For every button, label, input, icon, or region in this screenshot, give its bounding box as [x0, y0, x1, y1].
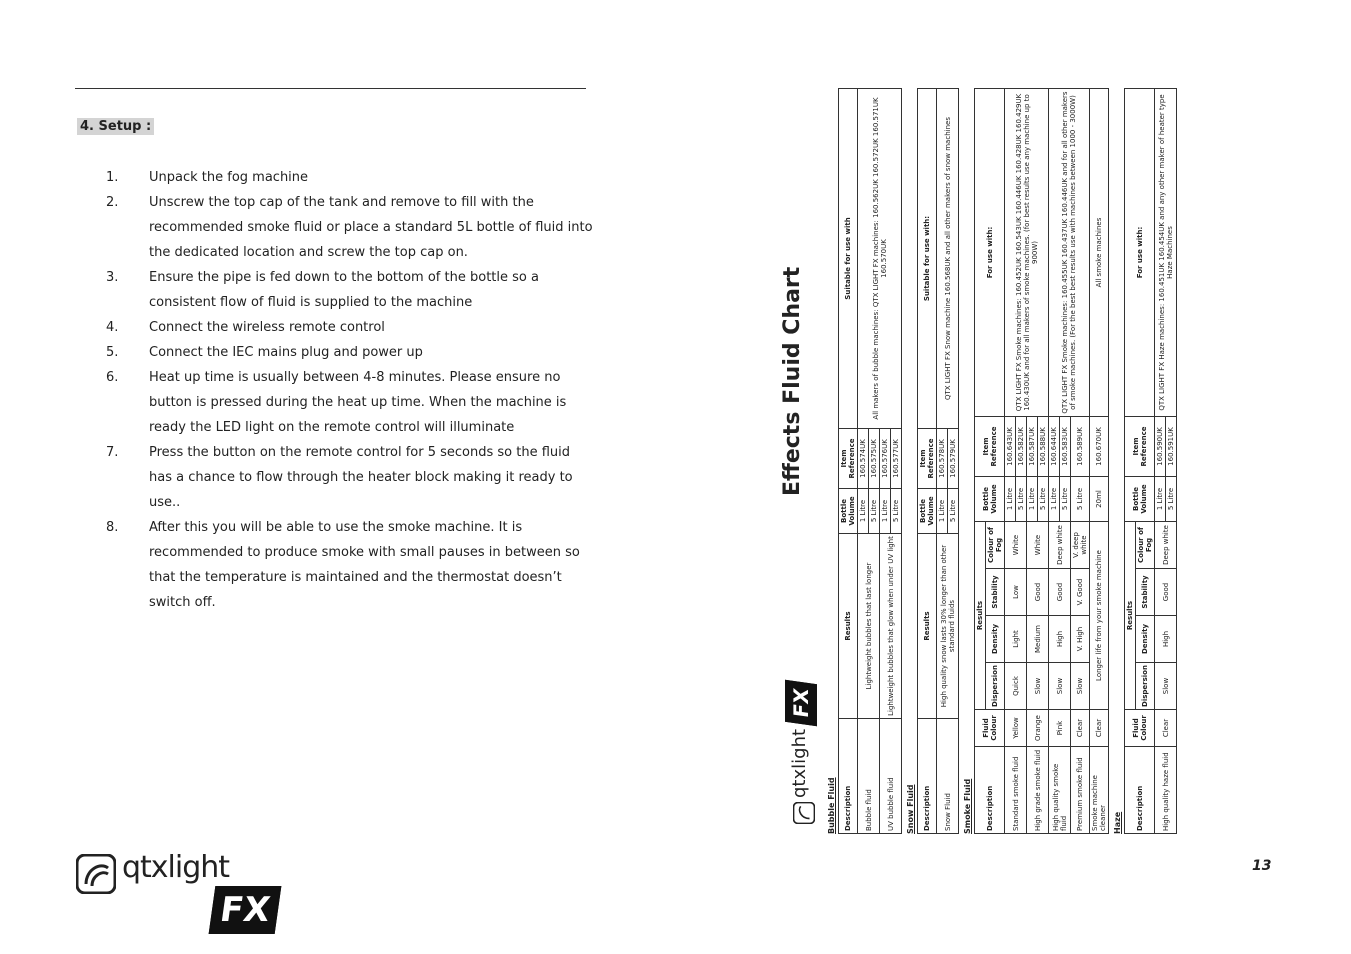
table-header-cell: Stability: [1136, 569, 1155, 616]
table-header-cell: Bottle Volume: [975, 477, 1005, 522]
table-cell: High: [1049, 616, 1071, 663]
step-number: 3.: [106, 270, 119, 285]
table-cell: 160.576UK: [880, 429, 891, 489]
table-header-cell: Density: [986, 616, 1005, 663]
table-cell: 160.644UK: [1049, 417, 1060, 477]
table-row: [1005, 89, 1016, 834]
table-cell: 5 Litre: [1166, 477, 1177, 522]
table-cell: 5 Litre: [1071, 477, 1090, 522]
table-cell: Slow: [1027, 663, 1049, 710]
table-cell: Clear: [1071, 710, 1090, 747]
table-header-cell: Suitable for use with:: [918, 89, 937, 429]
table-header-cell: Results: [839, 534, 858, 719]
table-header-cell: For use with:: [1125, 89, 1155, 417]
fluid-table: [1124, 88, 1177, 834]
table-header-cell: Item Reference: [1125, 417, 1155, 477]
table-cell: Slow: [1049, 663, 1071, 710]
table-row: [1049, 89, 1060, 834]
table-cell: 160.583UK: [1060, 417, 1071, 477]
chart-title: Effects Fluid Chart: [780, 266, 805, 496]
table-cell: Clear: [1090, 710, 1109, 747]
table-row: [918, 89, 937, 834]
table-header-cell: Item Reference: [975, 417, 1005, 477]
table-header-cell: Bottle Volume: [1125, 477, 1155, 522]
step-text: Unpack the fog machine: [149, 170, 309, 185]
table-cell: 1 Litre: [937, 489, 948, 534]
table-cell: Bubble fluid: [858, 719, 880, 834]
table-cell: 5 Litre: [1038, 477, 1049, 522]
table-header-cell: Description: [839, 719, 858, 834]
table-header-cell: Colour of Fog: [986, 522, 1005, 569]
setup-steps-list: [106, 165, 596, 615]
table-row: [1090, 89, 1109, 834]
table-row: [975, 89, 986, 834]
step-number: 8.: [106, 520, 119, 535]
table-cell: Slow: [1155, 663, 1177, 710]
table-cell: Lightweight bubbles that last longer: [858, 534, 880, 719]
section-label: Bubble Fluid: [827, 777, 836, 834]
table-header-cell: Fluid Colour: [1125, 710, 1155, 747]
table-cell: 160.578UK: [937, 429, 948, 489]
table-cell: High: [1155, 616, 1177, 663]
table-cell: 1 Litre: [880, 489, 891, 534]
fluid-table: [974, 88, 1109, 834]
fluid-table: [917, 88, 959, 834]
table-cell: Premium smoke fluid: [1071, 747, 1090, 834]
table-row: [839, 89, 858, 834]
table-cell: 1 Litre: [1049, 477, 1060, 522]
table-header-cell: Item Reference: [839, 429, 858, 489]
step-number: 1.: [106, 170, 119, 185]
table-cell: High quality haze fluid: [1155, 747, 1177, 834]
table-header-cell: For use with:: [975, 89, 1005, 417]
setup-step: [106, 515, 596, 615]
chart-logo-fx: FX: [785, 680, 817, 726]
setup-step: [106, 440, 596, 515]
setup-step: [106, 265, 596, 315]
table-cell: 160.670UK: [1090, 417, 1109, 477]
setup-step: [106, 340, 596, 365]
table-header-cell: Item Reference: [918, 429, 937, 489]
table-cell: 160.590UK: [1155, 417, 1166, 477]
table-header-cell: Suitable for use with: [839, 89, 858, 429]
chart-logo-brand: qtxlight: [789, 728, 810, 798]
table-row: [937, 89, 948, 834]
table-cell: 160.579UK: [948, 429, 959, 489]
setup-step: [106, 165, 596, 190]
table-cell: 1 Litre: [1005, 477, 1016, 522]
table-cell: 160.582UK: [1016, 417, 1027, 477]
table-cell: QTX LIGHT FX Snow machine 160.568UK and all other makers of snow machines: [937, 89, 959, 429]
table-cell: Low: [1005, 569, 1027, 616]
table-cell: Good: [1027, 569, 1049, 616]
effects-fluid-chart: [765, 88, 1285, 834]
section-label: Smoke Fluid: [963, 778, 972, 834]
setup-step: [106, 365, 596, 440]
table-header-cell: Description: [1125, 747, 1155, 834]
step-text: Connect the IEC mains plug and power up: [149, 345, 423, 360]
table-header-cell: Fluid Colour: [975, 710, 1005, 747]
table-cell: Lightweight bubbles that glow when under UV light: [880, 534, 902, 719]
table-header-cell: Results: [918, 534, 937, 719]
table-cell: UV bubble fluid: [880, 719, 902, 834]
table-cell: Yellow: [1005, 710, 1027, 747]
step-text: Ensure the pipe is fed down to the bottom of the bottle so a consistent flow of fluid is supplied to the machine: [149, 270, 539, 310]
table-cell: Snow Fluid: [937, 719, 959, 834]
section-label: Snow Fluid: [906, 784, 915, 834]
table-cell: 160.574UK: [858, 429, 869, 489]
table-cell: 160.587UK: [1027, 417, 1038, 477]
page-number: 13: [1252, 858, 1272, 874]
step-text: Connect the wireless remote control: [149, 320, 385, 335]
table-cell: Good: [1155, 569, 1177, 616]
table-cell: 5 Litre: [948, 489, 959, 534]
table-cell: 160.643UK: [1005, 417, 1016, 477]
table-cell: High grade smoke fluid: [1027, 747, 1049, 834]
table-cell: 1 Litre: [858, 489, 869, 534]
logo-fx-mark: FX: [209, 886, 282, 934]
chart-logo: [771, 654, 821, 824]
table-header-cell: Density: [1136, 616, 1155, 663]
logo-brand-text: qtxlight: [122, 850, 230, 885]
table-row: [858, 89, 869, 834]
table-cell: Pink: [1049, 710, 1071, 747]
setup-step: [106, 190, 596, 265]
table-header-cell: Stability: [986, 569, 1005, 616]
table-header-cell: Dispersion: [986, 663, 1005, 710]
table-cell: 160.591UK: [1166, 417, 1177, 477]
table-cell: 5 Litre: [1016, 477, 1027, 522]
table-cell: Longer life from your smoke machine: [1090, 522, 1109, 710]
table-cell: Quick: [1005, 663, 1027, 710]
table-cell: 5 Litre: [869, 489, 880, 534]
table-row: [1155, 89, 1166, 834]
step-text: Press the button on the remote control for 5 seconds so the fluid has a chance to flow through the heater block making it ready to use..: [149, 445, 573, 510]
table-cell: V. High: [1071, 616, 1090, 663]
top-rule: [75, 88, 586, 89]
step-number: 4.: [106, 320, 119, 335]
table-cell: All smoke machines: [1090, 89, 1109, 417]
setup-step: [106, 315, 596, 340]
step-number: 6.: [106, 370, 119, 385]
table-cell: 20ml: [1090, 477, 1109, 522]
table-cell: High quality snow lasts 30% longer than other standard fluids: [937, 534, 959, 719]
table-header-cell: Colour of Fog: [1136, 522, 1155, 569]
table-cell: Light: [1005, 616, 1027, 663]
fluid-table: [838, 88, 902, 834]
table-cell: Clear: [1155, 710, 1177, 747]
table-header-cell: Results: [975, 522, 986, 710]
qtx-swirl-icon: [76, 854, 116, 894]
table-cell: Orange: [1027, 710, 1049, 747]
step-number: 7.: [106, 445, 119, 460]
qtx-swirl-icon: [793, 802, 815, 824]
table-cell: QTX LIGHT FX Smoke machines: 160.452UK 160.543UK 160.446UK 160.428UK 160.429UK 160.430UK and for all makers of smoke machines. (for best results use any machine up to 900W): [1005, 89, 1049, 417]
step-text: Unscrew the top cap of the tank and remove to fill with the recommended smoke fluid or place a standard 5L bottle of fluid into the dedicated location and screw the top cap on.: [149, 195, 593, 260]
table-cell: 5 Litre: [1060, 477, 1071, 522]
table-cell: QTX LIGHT FX Smoke machines: 160.455UK 160.437UK 160.446UK and for all other makers of smoke machines. (For the best best results use with machines between 1000 - 3000W): [1049, 89, 1090, 417]
fluid-tables: [823, 88, 1177, 834]
table-header-cell: Bottle Volume: [918, 489, 937, 534]
table-cell: 1 Litre: [1155, 477, 1166, 522]
step-text: After this you will be able to use the smoke machine. It is recommended to produce smoke with small pauses in between so that the temperature is maintained and the thermostat doesn’t switch off.: [149, 520, 580, 610]
table-cell: Standard smoke fluid: [1005, 747, 1027, 834]
table-header-cell: Dispersion: [1136, 663, 1155, 710]
table-cell: Good: [1049, 569, 1071, 616]
table-header-cell: Bottle Volume: [839, 489, 858, 534]
step-number: 2.: [106, 195, 119, 210]
table-cell: QTX LIGHT FX Haze machines: 160.451UK 160.454UK and any other maker of heater type Haze Machines: [1155, 89, 1177, 417]
table-row: [1125, 89, 1136, 834]
table-cell: 160.589UK: [1071, 417, 1090, 477]
table-header-cell: Results: [1125, 522, 1136, 710]
qtxlight-fx-logo: [76, 852, 286, 937]
table-cell: V. Good: [1071, 569, 1090, 616]
table-cell: Slow: [1071, 663, 1090, 710]
table-cell: White: [1027, 522, 1049, 569]
setup-heading: 4. Setup :: [77, 118, 154, 135]
table-cell: High quality smoke fluid: [1049, 747, 1071, 834]
table-header-cell: Description: [975, 747, 1005, 834]
table-cell: 5 Litre: [891, 489, 902, 534]
table-header-cell: Description: [918, 719, 937, 834]
table-cell: Smoke machine cleaner: [1090, 747, 1109, 834]
table-cell: Deep white: [1049, 522, 1071, 569]
table-cell: 160.575UK: [869, 429, 880, 489]
step-number: 5.: [106, 345, 119, 360]
step-text: Heat up time is usually between 4-8 minutes. Please ensure no button is pressed during the heat up time. When the machine is ready the LED light on the remote control will illuminate: [149, 370, 567, 435]
table-cell: 160.577UK: [891, 429, 902, 489]
table-cell: 1 Litre: [1027, 477, 1038, 522]
table-cell: All makers of bubble machines: QTX LIGHT FX machines: 160.562UK 160.572UK 160.571UK 160.570UK: [858, 89, 902, 429]
section-label: Haze: [1113, 811, 1122, 834]
table-cell: White: [1005, 522, 1027, 569]
table-cell: Medium: [1027, 616, 1049, 663]
table-cell: 160.588UK: [1038, 417, 1049, 477]
table-cell: V. deep white: [1071, 522, 1090, 569]
table-cell: Deep white: [1155, 522, 1177, 569]
